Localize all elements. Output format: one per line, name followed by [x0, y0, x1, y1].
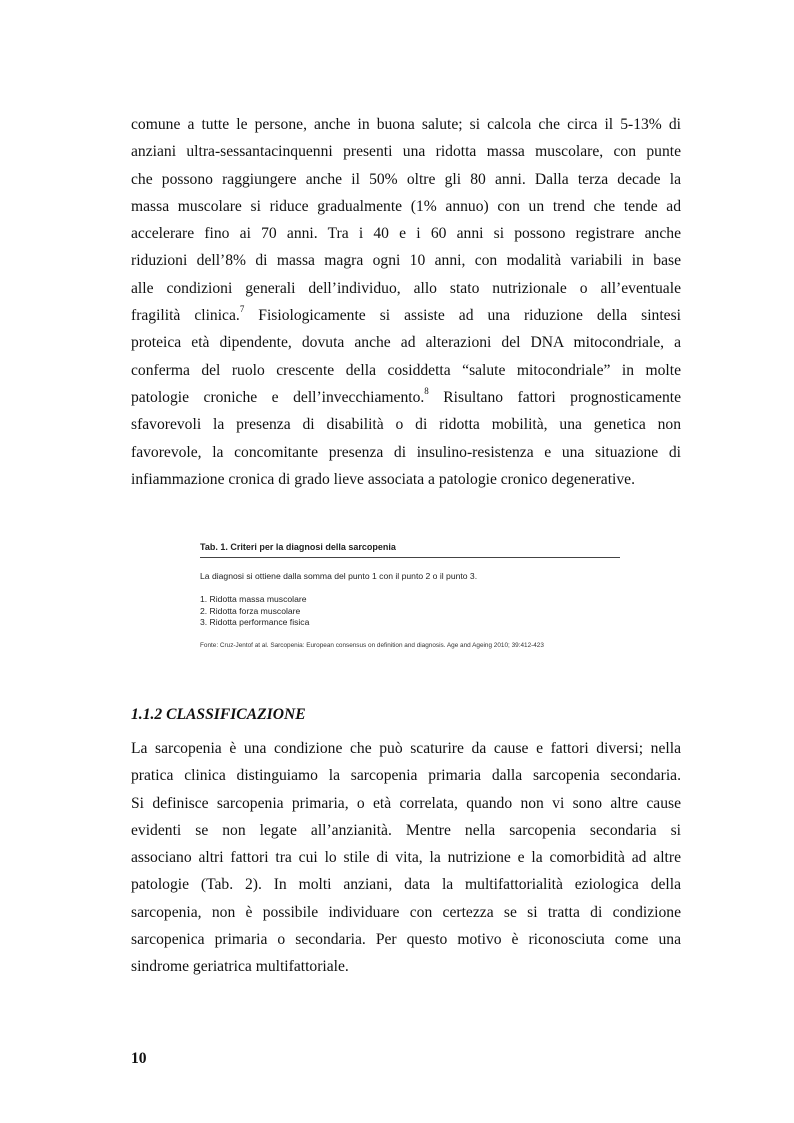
text-line: sfavorevoli la presenza di disabilità o di ridotta mobilità, una genetica non	[131, 416, 681, 434]
body-paragraph-2	[131, 735, 681, 981]
text-fragment: fragilità clinica.	[131, 307, 240, 325]
table-title: Tab. 1. Criteri per la diagnosi della sarcopenia	[200, 541, 620, 558]
criteria-list	[200, 594, 620, 629]
text-line: riduzioni dell’8% di massa magra ogni 10 anni, con modalità variabili in base	[131, 252, 681, 270]
text-line: anziani ultra-sessantacinquenni presenti una ridotta massa muscolare, con punte	[131, 143, 681, 161]
list-item: 3. Ridotta performance fisica	[200, 617, 310, 627]
table-source: Fonte: Cruz-Jentof at al. Sarcopenia: European consensus on definition and diagnosis. Age and Ageing 2010; 39:412-423	[200, 641, 544, 649]
text-line: evidenti se non legate all’anzianità. Mentre nella sarcopenia secondaria si	[131, 821, 681, 839]
text-line: sindrome geriatrica multifattoriale.	[131, 958, 349, 976]
list-item: 2. Ridotta forza muscolare	[200, 605, 301, 616]
text-line: alle condizioni generali dell’individuo, allo stato nutrizionale o all’eventuale	[131, 279, 681, 297]
text-line: Si definisce sarcopenia primaria, o età correlata, quando non vi sono altre cause	[131, 794, 681, 812]
list-item: 1. Ridotta massa muscolare	[200, 594, 307, 604]
footnote-ref-8: 8	[424, 385, 429, 396]
text-line: massa muscolare si riduce gradualmente (1% annuo) con un trend che tende ad	[131, 197, 681, 215]
section-heading: 1.1.2 CLASSIFICAZIONE	[131, 706, 306, 723]
text-fragment: Risultano fattori prognosticamente	[428, 388, 681, 406]
text-line	[131, 384, 681, 411]
text-line: pratica clinica distinguiamo la sarcopenia primaria dalla sarcopenia secondaria.	[131, 767, 681, 785]
text-line: La sarcopenia è una condizione che può scaturire da cause e fattori diversi; nella	[131, 740, 681, 757]
table-intro: La diagnosi si ottiene dalla somma del punto 1 con il punto 2 o il punto 3.	[200, 571, 478, 581]
text-fragment: Fisiologicamente si assiste ad una riduzione della sintesi	[244, 307, 682, 325]
text-line: che possono raggiungere anche il 50% oltre gli 80 anni. Dalla terza decade la	[131, 170, 681, 188]
text-fragment: patologie croniche e dell’invecchiamento.	[131, 388, 425, 406]
text-line: patologie (Tab. 2). In molti anziani, data la multifattorialità eziologica della	[131, 876, 681, 894]
text-line: conferma del ruolo crescente della cosiddetta “salute mitocondriale” in molte	[131, 361, 681, 379]
body-paragraph-1	[131, 111, 681, 493]
text-line: infiammazione cronica di grado lieve associata a patologie cronico degenerative.	[131, 470, 635, 488]
text-line: accelerare fino ai 70 anni. Tra i 40 e i 60 anni si possono registrare anche	[131, 225, 681, 243]
text-line: proteica età dipendente, dovuta anche ad alterazioni del DNA mitocondriale, a	[131, 334, 681, 352]
text-line: associano altri fattori tra cui lo stile di vita, la nutrizione e la comorbidità ad altre	[131, 849, 681, 867]
text-line: sarcopenica primaria o secondaria. Per questo motivo è riconosciuta come una	[131, 931, 681, 949]
text-line: favorevole, la concomitante presenza di insulino-resistenza e una situazione di	[131, 443, 681, 461]
page-number: 10	[131, 1050, 147, 1067]
text-line: sarcopenia, non è possibile individuare con certezza se si tratta di condizione	[131, 903, 681, 921]
text-line	[131, 302, 681, 329]
footnote-ref-7: 7	[239, 303, 245, 314]
diagnosis-criteria-table	[200, 541, 620, 650]
text-line: comune a tutte le persone, anche in buona salute; si calcola che circa il 5-13% di	[131, 116, 681, 133]
